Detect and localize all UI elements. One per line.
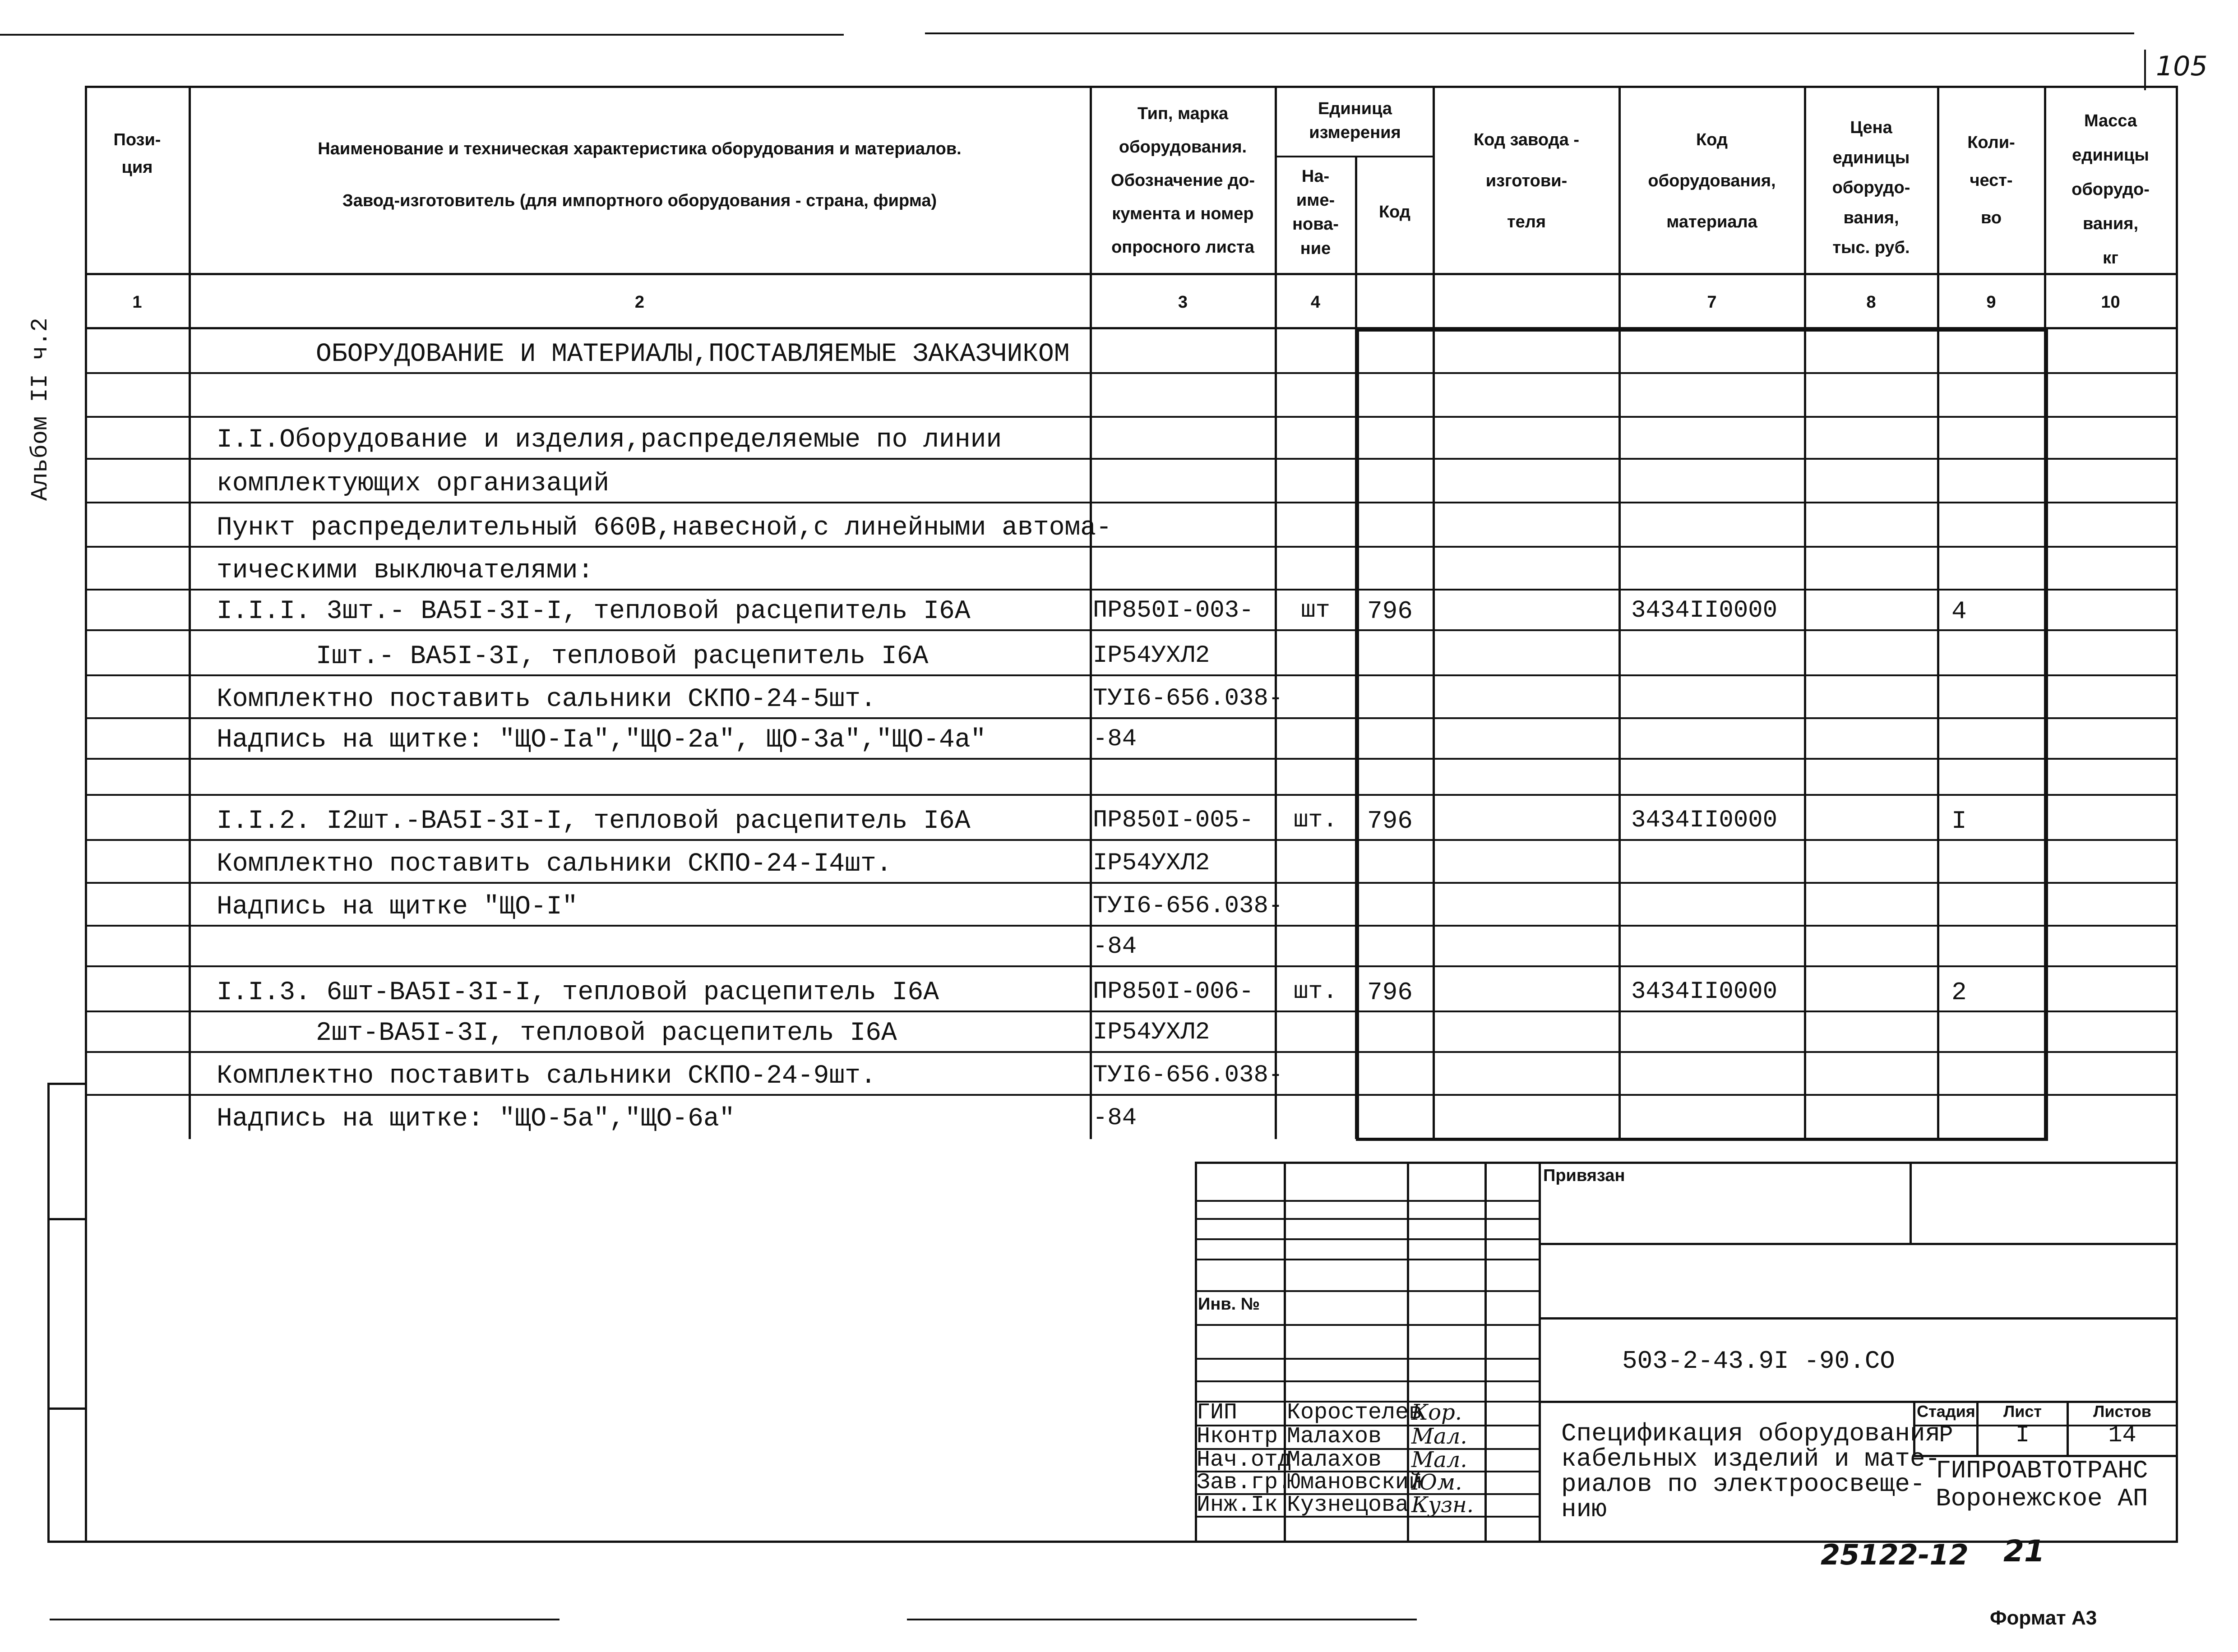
row-type: IP54УХЛ2 (1093, 1019, 1210, 1046)
colnum-4: 4 (1310, 293, 1321, 312)
row-quantity: 2 (1951, 978, 1967, 1007)
row-line (85, 758, 2178, 760)
row-equipment-code: 3434II0000 (1631, 807, 1778, 834)
row-name: ОБОРУДОВАНИЕ И МАТЕРИАЛЫ,ПОСТАВЛЯЕМЫЕ ЗАКАЗЧИКОМ (316, 340, 1070, 369)
tb-role: Нконтр (1197, 1424, 1278, 1449)
row-unit-code: 796 (1367, 807, 1413, 835)
row-line (85, 839, 2178, 841)
row-name: Надпись на щитке: "ЩО-5а","ЩО-6а" (217, 1104, 735, 1134)
row-name: Надпись на щитке "ЩО-I" (217, 892, 578, 922)
row-unit: шт. (1293, 807, 1338, 834)
header-factory-code: Код завода - изготови- теля (1473, 130, 1580, 232)
row-line (85, 1011, 2178, 1012)
row-line (85, 717, 2178, 719)
row-type: -84 (1093, 725, 1137, 753)
row-type: -84 (1093, 1104, 1137, 1132)
tb-row-line (1195, 1218, 1539, 1220)
header-quantity: Коли- чест- во (1967, 133, 2015, 228)
header-bottom-line (85, 273, 2178, 275)
tb-privyazan-div (1910, 1162, 1912, 1243)
row-name: тическими выключателями: (217, 556, 594, 586)
tb-row-line (1195, 1238, 1539, 1240)
row-line (85, 1094, 2178, 1096)
row-unit-code: 796 (1367, 978, 1413, 1007)
row-type: ТУI6-656.038- (1093, 892, 1283, 920)
bottom-edge-line-left (50, 1619, 560, 1620)
row-type: ТУI6-656.038- (1093, 1061, 1283, 1089)
tb-signature: Мал. (1411, 1447, 1467, 1472)
row-line (85, 416, 2178, 418)
row-line (85, 882, 2178, 884)
tb-name: Юмановский (1287, 1470, 1423, 1495)
tb-title: Спецификация оборудования кабельных изделий и мате- риалов по электроосвеще- нию (1561, 1419, 1941, 1524)
tb-sheet: I (2015, 1422, 2030, 1449)
tb-org1: ГИПРОАВТОТРАНС (1936, 1456, 2148, 1485)
tb-stage-label: Стадия (1917, 1402, 1975, 1421)
row-type: IP54УХЛ2 (1093, 642, 1210, 669)
row-type: ПР850I-005- (1093, 807, 1254, 834)
header-equipment-code: Код оборудования, материала (1648, 130, 1776, 232)
frame-top (85, 86, 2178, 88)
row-unit: шт. (1293, 978, 1338, 1006)
header-name-line2: Завод-изготовитель (для импортного оборудования - страна, фирма) (342, 191, 937, 210)
tb-row-line (1195, 1358, 1539, 1360)
row-type: -84 (1093, 933, 1137, 960)
colnum-9: 9 (1986, 293, 1996, 312)
tb-privyazan: Привязан (1543, 1166, 1625, 1185)
header-price: Цена единицы оборудо- вания, тыс. руб. (1832, 118, 1910, 257)
tb-signature: Юм. (1411, 1470, 1462, 1495)
side-strip-div2 (47, 1407, 87, 1410)
row-line (85, 925, 2178, 927)
tb-v4 (1539, 1162, 1541, 1543)
tb-sheets: 14 (2108, 1422, 2136, 1449)
row-name: I.I.2. I2шт.-ВА5I-3I-I, тепловой расцепитель I6A (217, 807, 971, 836)
header-name-line1: Наименование и техническая характеристика оборудования и материалов. (318, 139, 962, 158)
row-type: ПР850I-006- (1093, 978, 1254, 1006)
top-edge-line-right (925, 32, 2134, 34)
row-line (85, 458, 2178, 460)
row-unit: шт (1301, 597, 1330, 624)
tb-role: ГИП (1197, 1400, 1238, 1426)
row-name: Пункт распределительный 660В,навесной,с линейными автома- (217, 513, 1112, 543)
header-type: Тип, марка оборудования. Обозначение до- кумента и номер опросного листа (1111, 104, 1255, 257)
row-name: комплектующих организаций (217, 469, 610, 498)
colnum-2: 2 (634, 293, 645, 312)
tb-privyazan-bottom (1539, 1243, 2178, 1245)
row-line (85, 1051, 2178, 1053)
row-line (85, 502, 2178, 503)
colnum-1: 1 (132, 293, 142, 312)
tb-name: Коростелев (1287, 1400, 1423, 1426)
row-quantity: I (1951, 807, 1967, 835)
format-label: Формат А3 (1990, 1607, 2097, 1629)
tb-row-line (1195, 1259, 1539, 1260)
row-type: IP54УХЛ2 (1093, 849, 1210, 877)
col-line-1 (189, 86, 191, 1139)
row-name: I.I.I. 3шт.- ВА5I-3I-I, тепловой расцепитель I6A (217, 597, 971, 626)
tb-row-line (1195, 1380, 1539, 1382)
row-unit-code: 796 (1367, 597, 1413, 626)
row-name: I.I.3. 6шт-ВА5I-3I-I, тепловой расцепитель I6A (217, 978, 939, 1007)
side-strip-top (47, 1083, 87, 1085)
row-line (85, 546, 2178, 548)
tb-code-top (1539, 1317, 2178, 1320)
tb-signature: Кузн. (1411, 1492, 1474, 1518)
tb-name: Малахов (1287, 1447, 1382, 1473)
row-name: Комплектно поставить сальники СКПО-24-I4шт. (217, 849, 892, 879)
row-name: Комплектно поставить сальники СКПО-24-5шт. (217, 685, 876, 714)
row-equipment-code: 3434II0000 (1631, 978, 1778, 1006)
row-name: Комплектно поставить сальники СКПО-24-9шт. (217, 1061, 876, 1091)
tb-doc-code: 503-2-43.9I -90.CO (1622, 1347, 1895, 1375)
tb-row-line (1195, 1290, 1539, 1292)
album-label: Альбом II ч.2 (27, 318, 54, 501)
frame-right (2176, 86, 2178, 1543)
tb-row-line (1195, 1324, 1539, 1326)
header-unit-name: На- име- нова- ние (1292, 167, 1339, 258)
stamp-page: 21 (2003, 1534, 2045, 1569)
sheet-number: 105 (2156, 51, 2208, 82)
tb-sheet-label: Лист (2003, 1402, 2042, 1421)
tb-row-line (1195, 1200, 1539, 1202)
top-edge-line (0, 34, 844, 36)
row-name: Iшт.- ВА5I-3I, тепловой расцепитель I6A (316, 642, 929, 671)
header-unit: Единица измерения (1309, 99, 1401, 143)
row-line (85, 674, 2178, 676)
bottom-edge-line-mid (907, 1619, 1417, 1620)
colnum-10: 10 (2101, 293, 2120, 312)
stamp-number: 25122-12 (1821, 1538, 1969, 1571)
tb-role: Инж.Iк (1197, 1492, 1278, 1518)
tb-sheets-label: Листов (2093, 1402, 2151, 1421)
colnum-8: 8 (1866, 293, 1876, 312)
row-line (85, 372, 2178, 374)
header-unit-code: Код (1378, 203, 1411, 221)
row-type: ТУI6-656.038- (1093, 685, 1283, 712)
header-mass: Масса единицы оборудо- вания, кг (2072, 111, 2150, 268)
row-name: 2шт-ВА5I-3I, тепловой расцепитель I6A (316, 1019, 897, 1048)
tb-signature: Кор. (1411, 1400, 1462, 1425)
row-line (85, 589, 2178, 591)
tb-signature: Мал. (1411, 1424, 1467, 1449)
side-strip-div1 (47, 1218, 87, 1220)
sheet-number-box-left (2144, 50, 2146, 90)
row-equipment-code: 3434II0000 (1631, 597, 1778, 624)
tb-inv-no: Инв. № (1198, 1295, 1260, 1314)
side-strip-left (47, 1083, 50, 1543)
row-quantity: 4 (1951, 597, 1967, 626)
colnum-7: 7 (1707, 293, 1717, 312)
row-type: ПР850I-003- (1093, 597, 1254, 624)
tb-top (1195, 1162, 2178, 1164)
colnum-3: 3 (1178, 293, 1188, 312)
tb-role: Нач.отд (1197, 1447, 1292, 1473)
row-name: Надпись на щитке: "ЩО-Iа","ЩО-2а", ЩО-3а","ЩО-4а" (217, 725, 986, 755)
row-line (85, 965, 2178, 967)
data-block-border (1356, 328, 2048, 1141)
tb-stage: Р (1939, 1422, 1953, 1449)
row-name: I.I.Оборудование и изделия,распределяемые по линии (217, 425, 1002, 455)
row-line (85, 629, 2178, 631)
tb-name: Кузнецова (1287, 1492, 1409, 1518)
header-position: Пози- ция (113, 130, 161, 177)
row-line (85, 794, 2178, 796)
tb-role: Зав.гр. (1197, 1470, 1292, 1495)
tb-name: Малахов (1287, 1424, 1382, 1449)
tb-org2: Воронежское АП (1936, 1484, 2148, 1513)
